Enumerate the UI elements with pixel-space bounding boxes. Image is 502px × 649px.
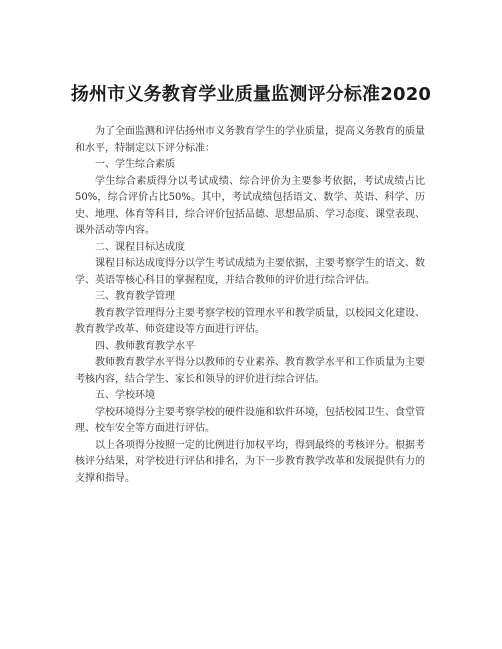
document-body (75, 124, 425, 487)
closing-paragraph: 以上各项得分按照一定的比例进行加权平均，得到最终的考核评分。根据考核评分结果，对学校进行评估和排名，为下一步教育教学改革和发展提供有力的支撑和指导。 (75, 439, 425, 484)
section-heading-teacher-level: 四、教师教育教学水平 (95, 340, 195, 352)
section-text-school-environment: 学校环境得分主要考察学校的硬件设施和软件环境，包括校园卫生、食堂管理、校车安全等方面进行评估。 (75, 406, 425, 434)
section-heading-teaching-management: 三、教育教学管理 (95, 291, 175, 302)
intro-paragraph: 为了全面监测和评估扬州市义务教育学生的学业质量，提高义务教育的质量和水平，特制定以下评分标准： (75, 126, 425, 154)
document-title: 扬州市义务教育学业质量监测评分标准2020 (70, 84, 432, 105)
section-text-student-quality: 学生综合素质得分以考试成绩、综合评价为主要参考依据，考试成绩占比50%，综合评价占比50%。其中，考试成绩包括语文、数学、英语、科学、历史、地理、体育等科目，综合评价包括品德、思想品质、学习态度、课堂表现、课外活动等内容。 (75, 175, 425, 236)
section-heading-course-goals: 二、课程目标达成度 (95, 241, 185, 253)
section-heading-school-environment: 五、学校环境 (95, 390, 155, 401)
section-heading-student-quality: 一、学生综合素质 (95, 159, 175, 170)
section-text-course-goals: 课程目标达成度得分以学生考试成绩为主要依据，主要考察学生的语文、数学、英语等核心科目的掌握程度，并结合教师的评价进行综合评估。 (75, 258, 425, 286)
section-text-teacher-level: 教师教育教学水平得分以教师的专业素养、教育教学水平和工作质量为主要考核内容，结合学生、家长和领导的评价进行综合评估。 (75, 357, 425, 385)
section-text-teaching-management: 教育教学管理得分主要考察学校的管理水平和教学质量，以校园文化建设、教育教学改革、师资建设等方面进行评估。 (75, 307, 425, 335)
